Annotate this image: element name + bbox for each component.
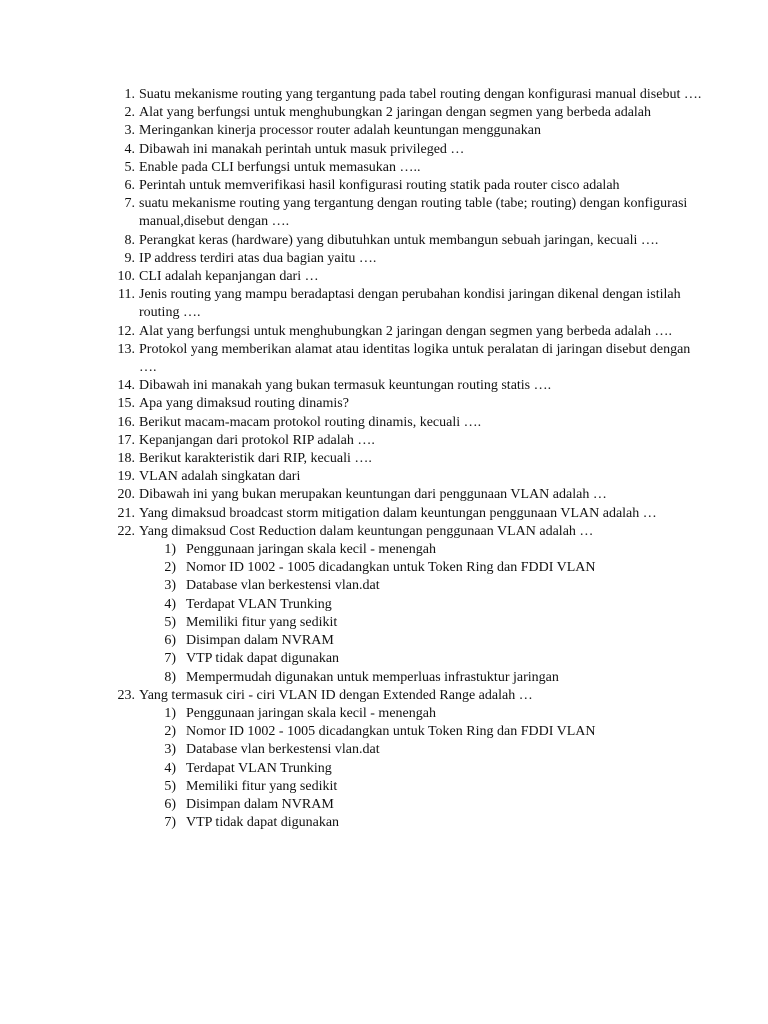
option-number: 1) — [164, 705, 176, 721]
question-list — [0, 86, 768, 832]
question-row — [0, 468, 768, 486]
question-text: Alat yang berfungsi untuk menghubungkan 2 jaringan dengan segmen yang berbeda adalah …. — [139, 323, 673, 339]
option-text: Terdapat VLAN Trunking — [186, 596, 332, 612]
question-number: 7. — [124, 196, 135, 212]
question-number: 16. — [117, 414, 135, 430]
option-item — [0, 541, 768, 559]
question-number: 23. — [117, 687, 135, 703]
question-text: suatu mekanisme routing yang tergantung dengan routing table (tabe; routing) dengan konfigurasi manual,disebut dengan …. — [139, 196, 688, 230]
option-text: VTP tidak dapat digunakan — [186, 815, 340, 831]
question-text: IP address terdiri atas dua bagian yaitu …. — [139, 250, 377, 266]
question-row — [0, 141, 768, 159]
option-text: Nomor ID 1002 - 1005 dicadangkan untuk Token Ring dan FDDI VLAN — [186, 560, 596, 576]
question-row — [0, 450, 768, 468]
question-row — [0, 177, 768, 195]
option-number: 7) — [164, 651, 176, 667]
question-number: 19. — [117, 469, 135, 485]
question-row — [0, 505, 768, 523]
question-item — [0, 177, 768, 195]
question-item — [0, 341, 768, 377]
question-row — [0, 159, 768, 177]
option-number: 8) — [164, 669, 176, 685]
question-text: Dibawah ini manakah perintah untuk masuk privileged … — [139, 141, 465, 157]
question-row — [0, 486, 768, 504]
option-item — [0, 723, 768, 741]
question-text: Apa yang dimaksud routing dinamis? — [139, 396, 349, 412]
question-item — [0, 505, 768, 523]
option-text: Terdapat VLAN Trunking — [186, 760, 332, 776]
question-row — [0, 122, 768, 140]
option-number: 6) — [164, 633, 176, 649]
option-text: VTP tidak dapat digunakan — [186, 651, 340, 667]
question-item — [0, 523, 768, 687]
option-item — [0, 577, 768, 595]
question-item — [0, 122, 768, 140]
question-item — [0, 687, 768, 833]
question-text: Perangkat keras (hardware) yang dibutuhkan untuk membangun sebuah jaringan, kecuali …. — [139, 232, 659, 248]
option-item — [0, 632, 768, 650]
question-text: Enable pada CLI berfungsi untuk memasukan ….. — [139, 159, 421, 175]
question-row — [0, 523, 768, 541]
option-item — [0, 760, 768, 778]
option-number: 5) — [164, 614, 176, 630]
question-item — [0, 232, 768, 250]
option-text: Memiliki fitur yang sedikit — [186, 778, 338, 794]
question-text: Yang dimaksud broadcast storm mitigation dalam keuntungan penggunaan VLAN adalah … — [139, 505, 657, 521]
option-number: 3) — [164, 742, 176, 758]
option-text: Database vlan berkestensi vlan.dat — [186, 578, 380, 594]
option-number: 4) — [164, 760, 176, 776]
option-number: 4) — [164, 596, 176, 612]
option-item — [0, 669, 768, 687]
question-item — [0, 432, 768, 450]
question-row — [0, 195, 768, 231]
option-number: 2) — [164, 724, 176, 740]
option-text: Disimpan dalam NVRAM — [186, 796, 334, 812]
question-number: 20. — [117, 487, 135, 503]
question-text: Suatu mekanisme routing yang tergantung pada tabel routing dengan konfigurasi manual disebut …. — [139, 87, 702, 102]
question-text: Protokol yang memberikan alamat atau identitas logika untuk peralatan di jaringan disebut dengan …. — [139, 341, 691, 376]
question-item — [0, 250, 768, 268]
question-row — [0, 268, 768, 286]
question-number: 2. — [124, 105, 135, 121]
question-row — [0, 323, 768, 341]
question-text: Meringankan kinerja processor router adalah keuntungan menggunakan — [139, 123, 541, 139]
option-item — [0, 705, 768, 723]
question-number: 9. — [124, 250, 135, 266]
question-item — [0, 86, 768, 104]
option-item — [0, 614, 768, 632]
option-number: 5) — [164, 778, 176, 794]
question-number: 14. — [117, 378, 135, 394]
question-row — [0, 395, 768, 413]
option-text: Memiliki fitur yang sedikit — [186, 614, 338, 630]
option-item — [0, 596, 768, 614]
question-item — [0, 159, 768, 177]
question-row — [0, 86, 768, 104]
question-number: 11. — [118, 287, 135, 303]
question-number: 8. — [124, 232, 135, 248]
question-row — [0, 687, 768, 705]
question-number: 17. — [117, 432, 135, 448]
question-text: Kepanjangan dari protokol RIP adalah …. — [139, 432, 375, 448]
question-text: Perintah untuk memverifikasi hasil konfigurasi routing statik pada router cisco adalah — [139, 178, 620, 194]
question-text: Alat yang berfungsi untuk menghubungkan 2 jaringan dengan segmen yang berbeda adalah — [139, 105, 652, 121]
question-text: Dibawah ini manakah yang bukan termasuk keuntungan routing statis …. — [139, 378, 552, 394]
option-number: 6) — [164, 796, 176, 812]
question-number: 3. — [124, 123, 135, 139]
question-row — [0, 377, 768, 395]
question-item — [0, 323, 768, 341]
question-number: 1. — [124, 87, 135, 102]
question-number: 15. — [117, 396, 135, 412]
question-row — [0, 432, 768, 450]
question-number: 5. — [124, 159, 135, 175]
option-text: Disimpan dalam NVRAM — [186, 633, 334, 649]
option-number: 1) — [164, 542, 176, 558]
question-item — [0, 286, 768, 322]
question-row — [0, 286, 768, 322]
question-number: 22. — [117, 523, 135, 539]
question-text: Berikut karakteristik dari RIP, kecuali …. — [139, 451, 372, 467]
option-item — [0, 814, 768, 832]
question-text: VLAN adalah singkatan dari — [139, 469, 301, 485]
option-list — [0, 705, 768, 832]
option-item — [0, 741, 768, 759]
option-text: Database vlan berkestensi vlan.dat — [186, 742, 380, 758]
question-text: Yang termasuk ciri - ciri VLAN ID dengan Extended Range adalah … — [139, 687, 533, 703]
question-text: Yang dimaksud Cost Reduction dalam keuntungan penggunaan VLAN adalah … — [139, 523, 594, 539]
question-row — [0, 104, 768, 122]
question-item — [0, 141, 768, 159]
option-text: Nomor ID 1002 - 1005 dicadangkan untuk Token Ring dan FDDI VLAN — [186, 724, 596, 740]
option-item — [0, 796, 768, 814]
question-item — [0, 104, 768, 122]
option-text: Penggunaan jaringan skala kecil - menengah — [186, 705, 436, 721]
option-item — [0, 650, 768, 668]
question-item — [0, 414, 768, 432]
option-number: 2) — [164, 560, 176, 576]
option-number: 3) — [164, 578, 176, 594]
question-item — [0, 377, 768, 395]
question-text: Jenis routing yang mampu beradaptasi dengan perubahan kondisi jaringan dikenal dengan istilah routing …. — [139, 287, 681, 321]
question-text: CLI adalah kepanjangan dari … — [139, 269, 319, 285]
question-number: 12. — [117, 323, 135, 339]
question-text: Berikut macam-macam protokol routing dinamis, kecuali …. — [139, 414, 482, 430]
option-list — [0, 541, 768, 687]
question-number: 6. — [124, 178, 135, 194]
option-text: Mempermudah digunakan untuk memperluas infrastuktur jaringan — [186, 669, 559, 685]
question-item — [0, 268, 768, 286]
option-item — [0, 778, 768, 796]
question-row — [0, 250, 768, 268]
question-number: 18. — [117, 451, 135, 467]
question-row — [0, 414, 768, 432]
question-row — [0, 232, 768, 250]
option-text: Penggunaan jaringan skala kecil - menengah — [186, 542, 436, 558]
question-row — [0, 341, 768, 377]
question-item — [0, 468, 768, 486]
question-text: Dibawah ini yang bukan merupakan keuntungan dari penggunaan VLAN adalah … — [139, 487, 607, 503]
question-item — [0, 195, 768, 231]
question-item — [0, 450, 768, 468]
question-number: 21. — [117, 505, 135, 521]
question-item — [0, 395, 768, 413]
question-number: 13. — [117, 341, 135, 357]
question-number: 4. — [124, 141, 135, 157]
option-item — [0, 559, 768, 577]
option-number: 7) — [164, 815, 176, 831]
question-item — [0, 486, 768, 504]
question-number: 10. — [117, 269, 135, 285]
